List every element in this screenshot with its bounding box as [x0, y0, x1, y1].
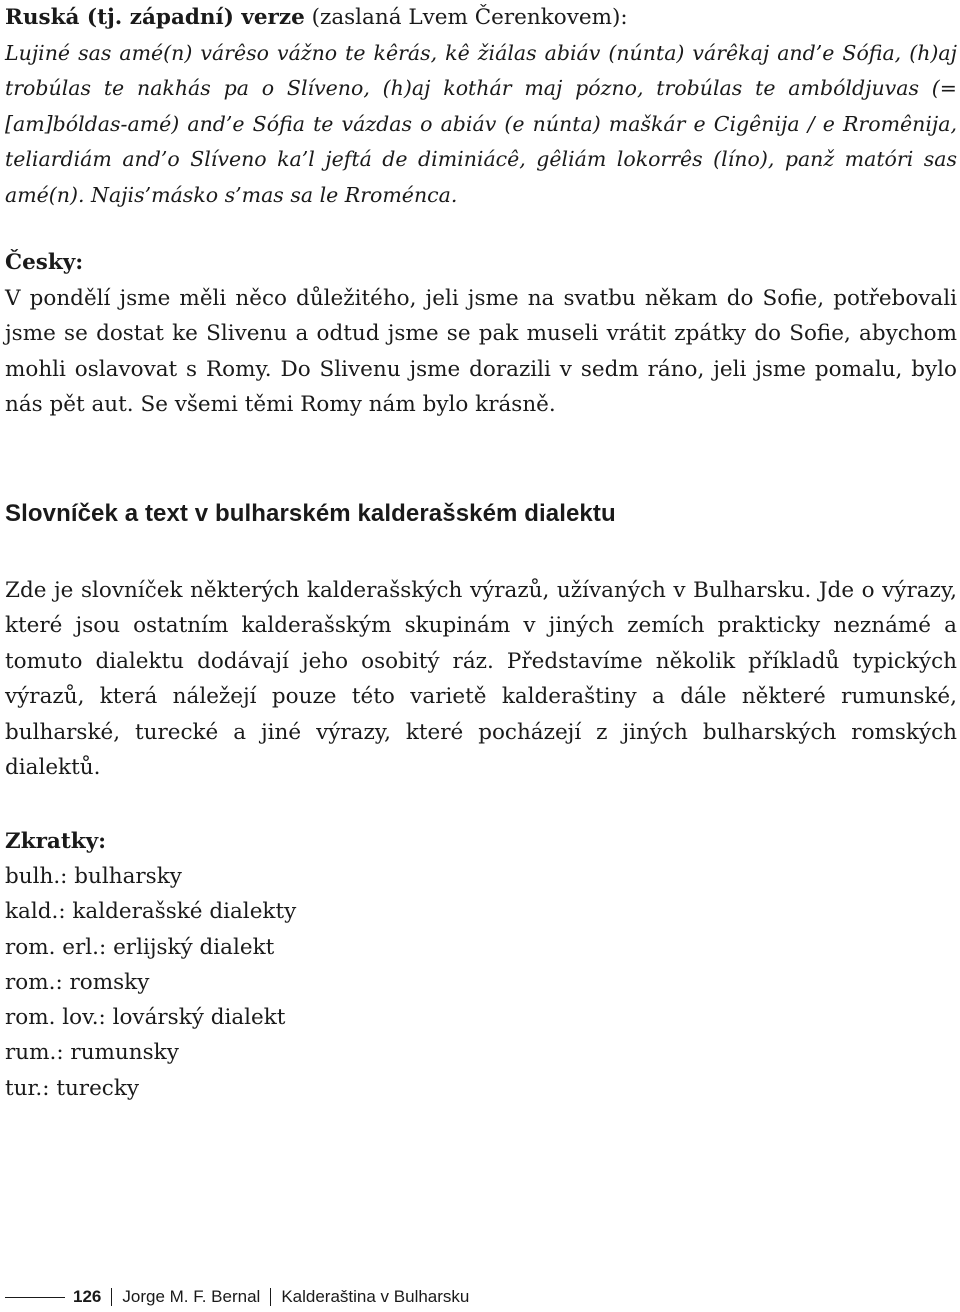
page-footer — [5, 1283, 469, 1311]
abbreviation-item: rom. erl.: erlijský dialekt — [5, 934, 275, 960]
abbreviation-item: bulh.: bulharsky — [5, 864, 182, 889]
abbreviation-item: tur.: turecky — [5, 1075, 140, 1101]
abbreviation-item: rum.: rumunsky — [5, 1040, 179, 1066]
abbreviations-list — [5, 859, 957, 1106]
section-title: Slovníček a text v bulharském kalderašském dialektu — [5, 499, 616, 527]
abbreviations-heading: Zkratky: — [5, 828, 107, 854]
page-body — [5, 0, 957, 1106]
version-intro-line — [5, 0, 957, 36]
czech-translation-paragraph: V pondělí jsme měli něco důležitého, jeli jsme na svatbu někam do Sofie, potřebovali jsme se dostat ke Slivenu a odtud jsme se pak museli vrátit zpátky do Sofie, abychom mohli oslavovat s Romy. Do Slivenu jsme dorazili v sedm ráno, jeli jsme pomalu, bylo nás pět aut. Se všemi těmi Romy nám bylo krásně. — [5, 285, 957, 417]
czech-heading: Česky: — [5, 250, 84, 275]
footer-separator — [111, 1288, 112, 1306]
footer-rule — [5, 1297, 65, 1298]
version-intro-bold: Ruská (tj. západní) verze — [5, 5, 305, 30]
footer-author: Jorge M. F. Bernal — [122, 1287, 261, 1306]
abbreviation-item: rom.: romsky — [5, 969, 150, 995]
footer-book-title: Kalderaština v Bulharsku — [281, 1287, 470, 1306]
abbreviation-item: rom. lov.: lovárský dialekt — [5, 1005, 286, 1031]
section-intro-paragraph: Zde je slovníček některých kalderašských výrazů, užívaných v Bulharsku. Jde o výrazy, které jsou ostatním kalderašským skupinám v jiných zemích prakticky neznámé a tomuto dialektu dodávají jeho osobitý ráz. Představíme několik příkladů typických výrazů, která náležejí pouze této varietě kalderaštiny a dále některé rumunské, bulharské, turecké a jiné výrazy, které pocházejí z jiných bulharských romských dialektů. — [5, 577, 957, 780]
page-number: 126 — [73, 1287, 102, 1306]
roma-text-paragraph: Lujiné sas amé(n) várêso vážno te kêrás, kê žiálas abiáv (núnta) várêkaj and’e Sófia, (h)aj trobúlas te nakhás pa o Slíveno, (h)aj kothár maj pózno, trobúlas te ambóldjuvas (=[am]bóldas-amé) and’e Sófia te vázdas o abiáv (e núnta) maškár e Cigênija / e Rromênija, teliardiám and’o Slíveno ka’l jeftá de diminiácê, gêliám lokorrês (líno), panž matóri sas amé(n). Najis’másko s’mas sa le Rroménca. — [5, 40, 957, 207]
footer-separator — [270, 1288, 271, 1306]
version-intro-rest: (zaslaná Lvem Čerenkovem): — [304, 5, 628, 30]
abbreviation-item: kald.: kalderašské dialekty — [5, 899, 297, 925]
